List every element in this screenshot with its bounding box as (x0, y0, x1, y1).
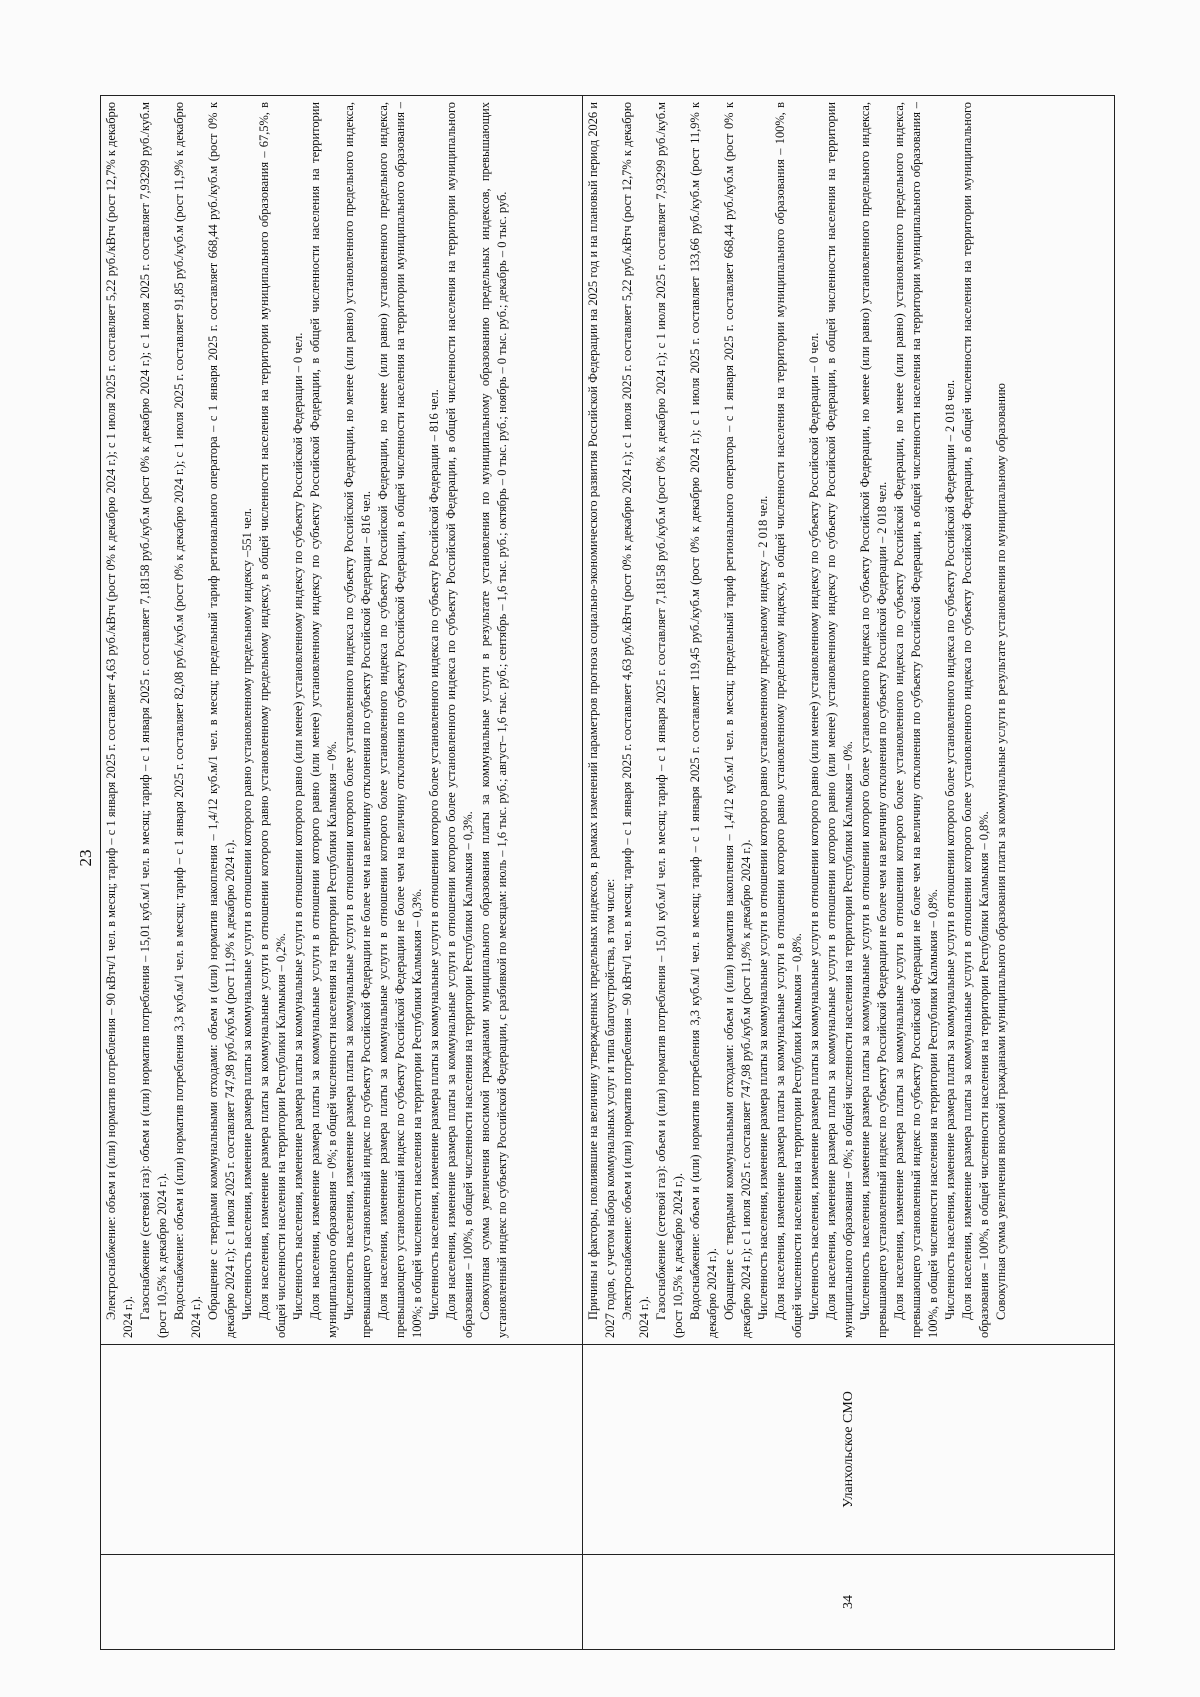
table-wrapper (100, 95, 1115, 1650)
description-cell (583, 96, 1114, 1344)
municipality-cell (101, 1344, 582, 1554)
paragraph: Доля населения, изменение размера платы за коммунальные услуги в отношении которого более установленного индекса по субъекту Российской Федерации, но менее (или равно) установленного предельного индекса, превышающего установленный индекс по субъекту Российской Федерации не более чем на величину отклонения по субъекту Российской Федерации, в общей численности населения на территории муниципального образования – 100%, в общей численности населения на территории Республики Калмыкия – 0,8%. (892, 102, 940, 1338)
paragraph: Обращение с твердыми коммунальными отходами: объем и (или) норматив накопления – 1,4/12 куб.м/1 чел. в месяц; предельный тариф регионального оператора – с 1 января 2025 г. составляет 668,44 руб./куб.м (рост 0% к декабрю 2024 г.); с 1 июля 2025 г. составляет 747,98 руб./куб.м (рост 11,9% к декабрю 2024 г.). (722, 102, 753, 1338)
paragraph: Численность населения, изменение размера платы за коммунальные услуги в отношении которого более установленного индекса по субъекту Российской Федерации, но менее (или равно) установленного предельного индекса, превышающего установленный индекс по субъекту Российской Федерации не более чем на величину отклонения по субъекту Российской Федерации – 816 чел. (342, 102, 373, 1338)
paragraph: Численность населения, изменение размера платы за коммунальные услуги в отношении которого равно установленному предельному индексу – 2 018 чел. (756, 495, 770, 1320)
paragraph: Причины и факторы, повлиявшие на величину утвержденных предельных индексов, в рамках изменений параметров прогноза социально-экономического развития Российской Федерации на 2025 год и на плановый период 2026 и 2027 годов, с учетом набора коммунальных услуг и типа благоустройства, в том числе: (586, 102, 617, 1338)
paragraph: Газоснабжение (сетевой газ): объем и (или) норматив потребления – 15,01 куб.м/1 чел. в месяц; тариф – с 1 января 2025 г. составляет 7,18158 руб./куб.м (рост 0% к декабрю 2024 г.); с 1 июля 2025 г. составляет 7,93299 руб./куб.м (рост 10,5% к декабрю 2024 г.). (138, 102, 169, 1338)
row-number-cell (101, 1554, 582, 1649)
municipality-cell (583, 1344, 1114, 1554)
table-row (101, 96, 583, 1649)
paragraph: Доля населения, изменение размера платы за коммунальные услуги в отношении которого равно (или менее) установленному индексу по субъекту Российской Федерации, в общей численности населения на территории муниципального образования – 0%; в общей численности населения на территории Республики Калмыкия – 0%. (308, 102, 339, 1338)
description-cell (101, 96, 582, 1344)
paragraph: Обращение с твердыми коммунальными отходами: объем и (или) норматив накопления – 1,4/12 куб.м/1 чел. в месяц; предельный тариф регионального оператора – с 1 января 2025 г. составляет 668,44 руб./куб.м (рост 0% к декабрю 2024 г.); с 1 июля 2025 г. составляет 747,98 руб./куб.м (рост 11,9% к декабрю 2024 г.). (206, 102, 237, 1338)
paragraph: Совокупная сумма увеличения вносимой гражданами муниципального образования платы за коммунальные услуги в результате установления по муниципальному образованию (994, 383, 1008, 1320)
paragraph: Доля населения, изменение размера платы за коммунальные услуги в отношении которого более установленного индекса по субъекту Российской Федерации, в общей численности населения на территории муниципального образования – 100%, в общей численности населения на территории Республики Калмыкия – 0,3%. (444, 102, 475, 1338)
paragraph: Электроснабжение: объем и (или) норматив потребления – 90 кВтч/1 чел. в месяц; тариф – с 1 января 2025 г. составляет 4,63 руб./кВтч (рост 0% к декабрю 2024 г.); с 1 июля 2025 г. составляет 5,22 руб./кВтч (рост 12,7% к декабрю 2024 г.). (104, 102, 135, 1338)
paragraph: Газоснабжение (сетевой газ): объем и (или) норматив потребления – 15,01 куб.м/1 чел. в месяц; тариф – с 1 января 2025 г. составляет 7,18158 руб./куб.м (рост 0% к декабрю 2024 г.); с 1 июля 2025 г. составляет 7,93299 руб./куб.м (рост 10,5% к декабрю 2024 г.). (654, 102, 685, 1338)
table-row (583, 96, 1114, 1649)
paragraph: Численность населения, изменение размера платы за коммунальные услуги в отношении которого более установленного индекса по субъекту Российской Федерации – 2 018 чел. (943, 379, 957, 1320)
paragraph: Численность населения, изменение размера платы за коммунальные услуги в отношении которого более установленного индекса по субъекту Российской Федерации, но менее (или равно) установленного предельного индекса, превышающего установленный индекс по субъекту Российской Федерации не более чем на величину отклонения по субъекту Российской Федерации – 2 018 чел. (858, 102, 889, 1338)
row-number-cell (583, 1554, 1114, 1649)
paragraph: Численность населения, изменение размера платы за коммунальные услуги в отношении которого равно (или менее) установленному индексу по субъекту Российской Федерации – 0 чел. (807, 332, 821, 1320)
row-number: 34 (840, 1595, 856, 1609)
paragraph: Доля населения, изменение размера платы за коммунальные услуги в отношении которого равно установленному предельному индексу, в общей численности населения на территории муниципального образования – 100%, в общей численности населения на территории Республики Калмыкия – 0,8%. (773, 102, 804, 1338)
paragraph: Численность населения, изменение размера платы за коммунальные услуги в отношении которого равно установленному предельному индексу –551 чел. (240, 508, 254, 1320)
paragraph: Доля населения, изменение размера платы за коммунальные услуги в отношении которого более установленного индекса по субъекту Российской Федерации, в общей численности населения на территории муниципального образования – 100%, в общей численности населения на территории Республики Калмыкия – 0,8%. (960, 102, 991, 1338)
paragraph: Совокупная сумма увеличения вносимой гражданами муниципального образования платы за коммунальные услуги в результате установления по муниципальному образованию предельных индексов, превышающих установленный индекс по субъекту Российской Федерации, с разбивкой по месяцам: июль – 1,6 тыс. руб.; август– 1,6 тыс. руб.; сентябрь – 1,6 тыс. руб.; октябрь – 0 тыс. руб.; ноябрь – 0 тыс. руб.; декабрь – 0 тыс. руб. (478, 102, 509, 1338)
tariff-table (100, 95, 1115, 1650)
municipality-name: Уланхольское СМО (840, 1391, 856, 1508)
paragraph: Численность населения, изменение размера платы за коммунальные услуги в отношении которого равно (или менее) установленному индексу по субъекту Российской Федерации – 0 чел. (291, 332, 305, 1320)
paragraph: Доля населения, изменение размера платы за коммунальные услуги в отношении которого равно (или менее) установленному индексу по субъекту Российской Федерации, в общей численности населения на территории муниципального образования – 0%; в общей численности населения на территории Республики Калмыкия – 0%. (824, 102, 855, 1338)
paragraph: Водоснабжение: объем и (или) норматив потребления 3,3 куб.м/1 чел. в месяц; тариф – с 1 января 2025 г. составляет 119,45 руб./куб.м (рост 0% к декабрю 2024 г.); с 1 июля 2025 г. составляет 133,66 руб./куб.м (рост 11,9% к декабрю 2024 г.). (688, 102, 719, 1338)
paragraph: Доля населения, изменение размера платы за коммунальные услуги в отношении которого более установленного индекса по субъекту Российской Федерации, но менее (или равно) установленного предельного индекса, превышающего установленный индекс по субъекту Российской Федерации не более чем на величину отклонения по субъекту Российской Федерации, в общей численности населения на территории муниципального образования – 100%; в общей численности населения на территории Республики Калмыкия – 0,3%. (376, 102, 424, 1338)
paragraph: Водоснабжение: объем и (или) норматив потребления 3,3 куб.м/1 чел. в месяц; тариф – с 1 января 2025 г. составляет 82,08 руб./куб.м (рост 0% к декабрю 2024 г.); с 1 июля 2025 г. составляет 91,85 руб./куб.м (рост 11,9% к декабрю 2024 г.). (172, 102, 203, 1338)
paragraph: Доля населения, изменение размера платы за коммунальные услуги в отношении которого равно установленному предельному индексу, в общей численности населения на территории муниципального образования – 67,5%, в общей численности населения на территории Республики Калмыкия – 0,2%. (257, 102, 288, 1338)
paragraph: Электроснабжение: объем и (или) норматив потребления – 90 кВтч/1 чел. в месяц; тариф – с 1 января 2025 г. составляет 4,63 руб./кВтч (рост 0% к декабрю 2024 г.); с 1 июля 2025 г. составляет 5,22 руб./кВтч (рост 12,7% к декабрю 2024 г.). (620, 102, 651, 1338)
paragraph: Численность населения, изменение размера платы за коммунальные услуги в отношении которого более установленного индекса по субъекту Российской Федерации – 816 чел. (427, 389, 441, 1320)
page-number: 23 (76, 849, 95, 867)
